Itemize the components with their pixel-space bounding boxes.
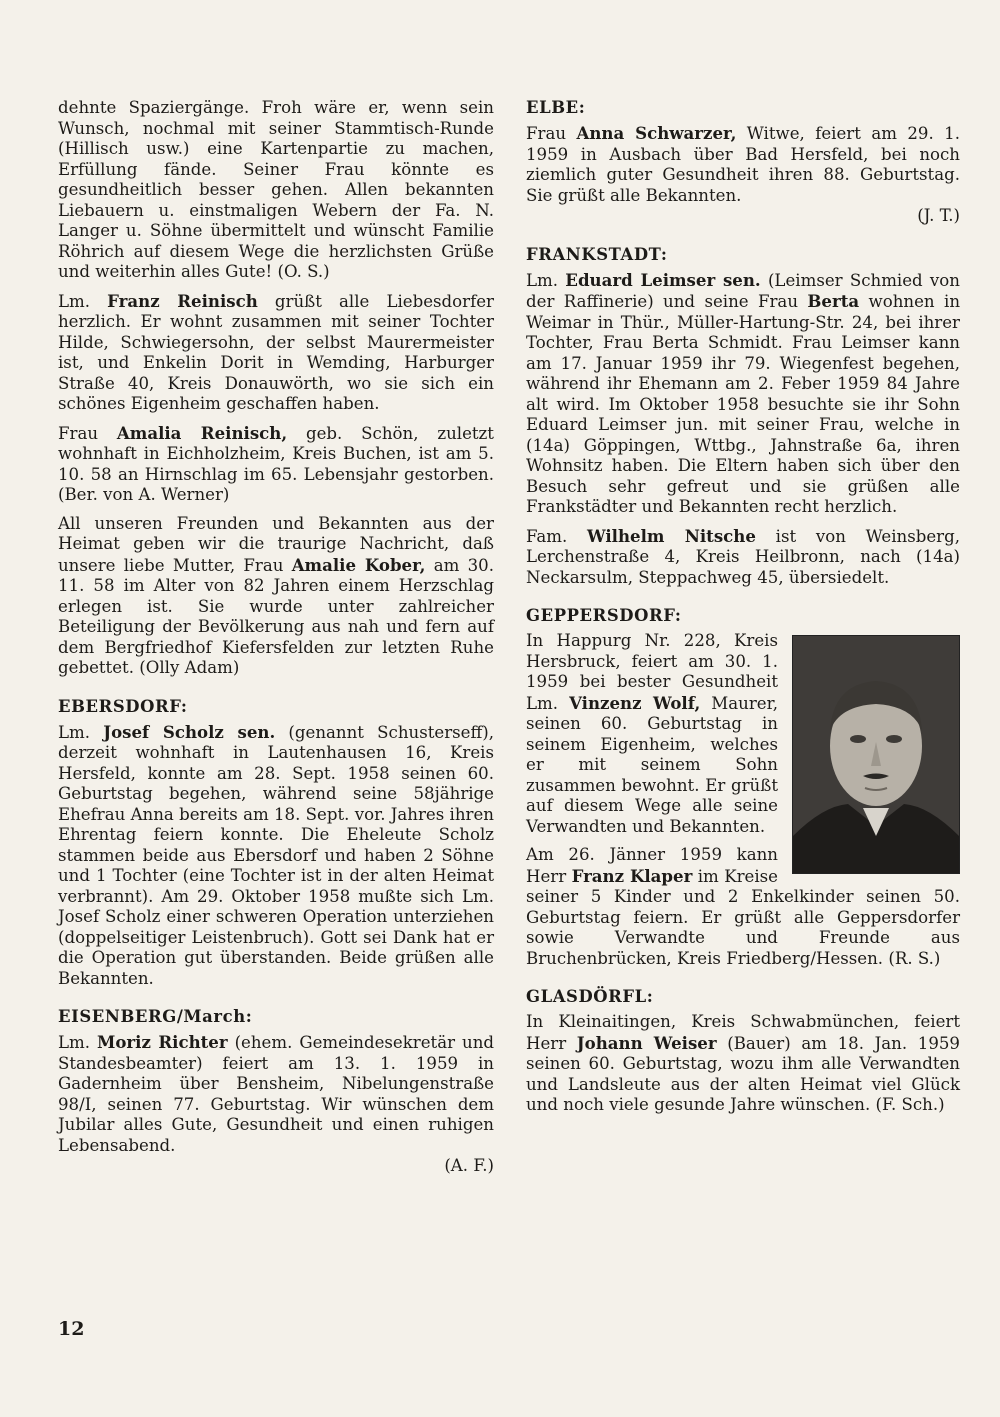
paragraph-anna-schwarzer (526, 123, 960, 227)
person-name: Berta (807, 291, 860, 311)
left-column (58, 98, 494, 1185)
text: Lm. (58, 291, 108, 311)
text: Am 26. Jänner 1959 kann Herr (526, 845, 778, 886)
text: All unseren Freunden und Bekannten aus der Heimat geben wir die traurige Nachricht, daß unsere liebe Mutter, Frau (58, 513, 494, 575)
person-name: Wilhelm Nitsche (587, 525, 756, 546)
text: (genannt Schusterseff), derzeit wohnhaft in Lautenhausen 16, Kreis Hersfeld, konnte am 28. Sept. 1958 seinen 60. Geburtstag begehen, während seine 58jährige Ehefrau Anna bereits am 18. Sept. vor. Jahres ihren Ehrentag feiern konnte. Die Eheleute Scholz stammen beide aus Ebersdorf und haben 2 Söhne und 1 Tochter (eine Tochter ist in der alten Heimat verbrannt). Am 29. Oktober 1958 mußte sich Lm. Josef Scholz einer schweren Operation unterziehen (doppelseitiger Leistenbruch). Gott sei Dank hat er die Operation gut überstanden. Beide grüßen alle Bekannten. (58, 722, 495, 988)
person-name: Anna Schwarzer, (576, 123, 737, 143)
person-name: Franz Klaper (571, 865, 693, 886)
paragraph-amalie-kober (58, 514, 494, 679)
person-name: Josef Scholz sen. (103, 721, 276, 742)
heading-frankstadt: FRANKSTADT: (526, 244, 668, 264)
heading-geppersdorf: GEPPERSDORF: (526, 606, 682, 625)
text: (Bauer) am 18. Jan. 1959 seinen 60. Geburtstag, wozu ihm alle Verwandten und Landsleute aus der alten Heimat viel Glück und noch viele gesunde Jahre wünschen. (F. Sch.) (526, 1033, 960, 1114)
person-name: Eduard Leimser sen. (565, 269, 761, 290)
heading-glasdoerfl: GLASDÖRFL: (526, 987, 654, 1006)
text: In Kleinaitingen, Kreis Schwabmünchen, feiert Herr (526, 1012, 960, 1053)
text: Fam. (526, 526, 588, 546)
text: im Kreise seiner 5 Kinder und 2 Enkelkinder seinen 50. Geburtstag feiern. Er grüßt alle Geppersdorfer sowie Verwandte und Freunde aus Bruchenbrücken, Kreis Friedberg/Hessen. (R. S.) (526, 866, 960, 968)
person-name: Amalie Kober, (291, 554, 426, 575)
paragraph-josef-scholz (58, 722, 494, 990)
paragraph-eduard-leimser (526, 270, 960, 518)
right-column (526, 98, 960, 1124)
text: In Happurg Nr. 228, Kreis Hersbruck, feiert am 30. 1. 1959 bei bester Gesundheit Lm. (526, 631, 778, 713)
person-name: Franz Reinisch (107, 290, 258, 311)
person-name: Johann Weiser (576, 1032, 717, 1053)
geppersdorf-block (526, 631, 960, 837)
person-name: Moriz Richter (97, 1032, 228, 1052)
signature: (J. T.) (917, 206, 960, 225)
portrait-photo (792, 635, 960, 874)
heading-eisenberg: EISENBERG/March: (58, 1007, 253, 1026)
text: ist von Weinsberg, Lerchenstraße 4, Kreis Heilbronn, nach (14a) Neckarsulm, Steppachweg 45, übersiedelt. (526, 526, 960, 587)
heading-elbe: ELBE: (526, 98, 586, 117)
paragraph-franz-reinisch (58, 291, 494, 415)
text: (ehem. Gemeindesekretär und Standesbeamter) feiert am 13. 1. 1959 in Gadernheim über Bensheim, Nibelungenstraße 98/I, seinen 77. Geburtstag. Wir wünschen dem Jubilar alles Gute, Gesundheit und einen ruhigen Lebensabend. (58, 1033, 494, 1155)
text: geb. Schön, zuletzt wohnhaft in Eichholzheim, Kreis Buchen, ist am 5. 10. 58 an Hirnschlag im 65. Lebensjahr gestorben. (Ber. von A. Werner) (58, 423, 494, 504)
text: Maurer, seinen 60. Geburtstag in seinem Eigenheim, welches er mit seinem Sohn zusammen bewohnt. Er grüßt auf diesem Wege alle seine Verwandten und Bekannten. (526, 693, 778, 836)
text: Frau (58, 423, 117, 443)
person-name: Vinzenz Wolf, (569, 692, 701, 713)
text: (Leimser Schmied von der Raffinerie) und seine Frau (526, 270, 960, 311)
paragraph-roehrich: dehnte Spaziergänge. Froh wäre er, wenn sein Wunsch, nochmal mit seiner Stammtisch-Runde (Hillisch usw.) eine Kartenpartie zu machen, Erfüllung fände. Seiner Frau könnte es gesundheitlich besser gehen. Allen bekannten Liebauern u. einstmaligen Webern der Fa. N. Langer u. Söhne übermittelt und wünscht Familie Röhrich auf diesem Wege die herzlichsten Grüße und weiterhin alles Gute! (O. S.) (58, 98, 494, 281)
text: Lm. (58, 1033, 97, 1052)
text: Witwe, feiert am 29. 1. 1959 in Ausbach über Bad Hersfeld, bei noch ziemlich guter Gesundheit ihren 88. Geburtstag. Sie grüßt alle Bekannten. (526, 124, 961, 205)
text: Frau (526, 124, 577, 143)
paragraph-moriz-richter (58, 1032, 494, 1177)
paragraph-johann-weiser (526, 1012, 960, 1116)
text: Lm. (526, 270, 566, 290)
signature: (A. F.) (444, 1156, 494, 1175)
text: grüßt alle Liebesdorfer herzlich. Er wohnt zusammen mit seiner Tochter Hilde, Schwiegersohn, der selbst Maurermeister ist, und Enkelin Dorit in Wemding, Harburger Straße 40, Kreis Donauwörth, wo sie sich ein schönes Eigenheim geschaffen haben. (58, 291, 494, 413)
text: wohnen in Weimar in Thür., Müller-Hartung-Str. 24, bei ihrer Tochter, Frau Berta Schmidt. Frau Leimser kann am 17. Januar 1959 ihr 79. Wiegenfest begehen, während ihr Ehemann am 2. Feber 1959 84 Jahre alt wird. Im Oktober 1958 besuchte sie ihr Sohn Eduard Leimser jun. mit seiner Frau, welche in (14a) Göppingen, Wttbg., Jahnstraße 6a, ihren Wohnsitz haben. Die Eltern haben sich über den Besuch sehr gefreut und sie grüßen alle Frankstädter und Bekannten recht herzlich. (526, 292, 961, 516)
person-name: Amalia Reinisch, (116, 422, 288, 443)
heading-ebersdorf: EBERSDORF: (58, 696, 188, 716)
text: am 30. 11. 58 im Alter von 82 Jahren einem Herzschlag erlegen ist. Sie wurde unter zahlreicher Beteiligung der Bevölkerung aus nah und fern auf dem Bergfriedhof Kiefersfelden zur letzten Ruhe gebettet. (Olly Adam) (58, 555, 494, 677)
page-number: 12 (58, 1318, 85, 1340)
paragraph-amalia-reinisch (58, 423, 494, 506)
text: Lm. (58, 722, 104, 742)
paragraph-wilhelm-nitsche (526, 526, 960, 589)
